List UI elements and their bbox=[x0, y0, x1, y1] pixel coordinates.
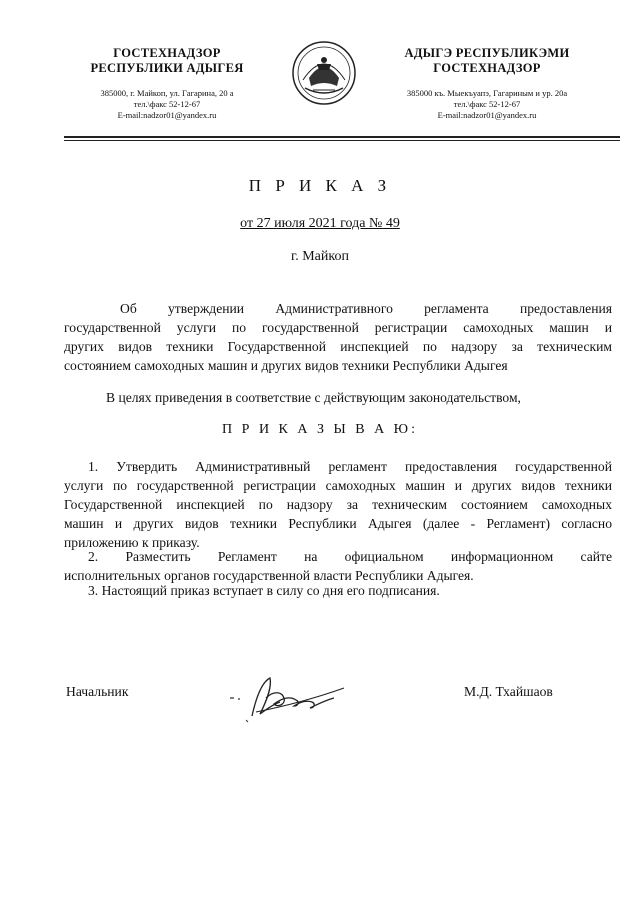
header-right bbox=[372, 46, 602, 121]
signatory-name: М.Д. Тхайшаов bbox=[464, 684, 553, 699]
preamble: В целях приведения в соответствие с действующим законодательством, bbox=[106, 390, 521, 405]
subject-line: Об утверждении Административного регламента предоставления bbox=[120, 301, 612, 316]
org-name-ru-line2: РЕСПУБЛИКИ АДЫГЕЯ bbox=[90, 61, 244, 75]
item-line: услуги по государственной регистрации самоходных машин и других видов техники bbox=[64, 478, 612, 493]
address-ru: 385000, г. Майкоп, ул. Гагарина, 20 а bbox=[100, 88, 234, 98]
header-divider-thick bbox=[64, 136, 620, 138]
document-title: П Р И К А З bbox=[248, 176, 392, 195]
org-name-ady-line1: АДЫГЭ РЕСПУБЛИКЭМИ bbox=[404, 46, 570, 60]
order-item-1 bbox=[64, 457, 612, 552]
phone-ru: тел.\факс 52-12-67 bbox=[133, 99, 201, 109]
document-city: г. Майкоп bbox=[291, 249, 349, 264]
document-subject bbox=[64, 299, 612, 375]
order-item-3: 3. Настоящий приказ вступает в силу со дня его подписания. bbox=[88, 583, 440, 598]
org-name-ru-line1: ГОСТЕХНАДЗОР bbox=[113, 46, 221, 60]
item-line: 1. Утвердить Административный регламент предоставления государственной bbox=[88, 459, 612, 474]
header-left bbox=[58, 46, 276, 121]
subject-line: других видов техники Государственной инспекцией по надзору за техническим bbox=[64, 339, 612, 354]
republic-emblem-icon bbox=[291, 40, 357, 106]
order-item-2 bbox=[64, 547, 612, 585]
item-line: Государственной инспекцией по надзору за техническим состоянием самоходных bbox=[64, 497, 612, 512]
item-line: исполнительных органов государственной власти Республики Адыгея. bbox=[64, 568, 474, 583]
subject-line: состоянием самоходных машин и других видов техники Республики Адыгея bbox=[64, 358, 508, 373]
phone-ady: тел.\факс 52-12-67 bbox=[453, 99, 521, 109]
handwritten-signature bbox=[226, 668, 356, 728]
signatory-position: Начальник bbox=[66, 684, 129, 699]
email-ady: E-mail:nadzor01@yandex.ru bbox=[437, 110, 537, 120]
item-line: приложению к приказу. bbox=[64, 535, 200, 550]
header-divider-thin bbox=[64, 140, 620, 141]
order-heading: П Р И К А З Ы В А Ю: bbox=[222, 422, 418, 437]
item-line: машин и других видов техники Республики Адыгея (далее - Регламент) согласно bbox=[64, 516, 612, 531]
subject-line: государственной услуги по государственной регистрации самоходных машин и bbox=[64, 320, 612, 335]
email-ru: E-mail:nadzor01@yandex.ru bbox=[117, 110, 217, 120]
org-name-ady-line2: ГОСТЕХНАДЗОР bbox=[433, 61, 541, 75]
address-ady: 385000 къ. Мыекъуапэ, Гагариным и ур. 20а bbox=[406, 88, 568, 98]
document-date-number: от 27 июля 2021 года № 49 bbox=[240, 216, 400, 231]
item-line: 2. Разместить Регламент на официальном информационном сайте bbox=[88, 549, 612, 564]
